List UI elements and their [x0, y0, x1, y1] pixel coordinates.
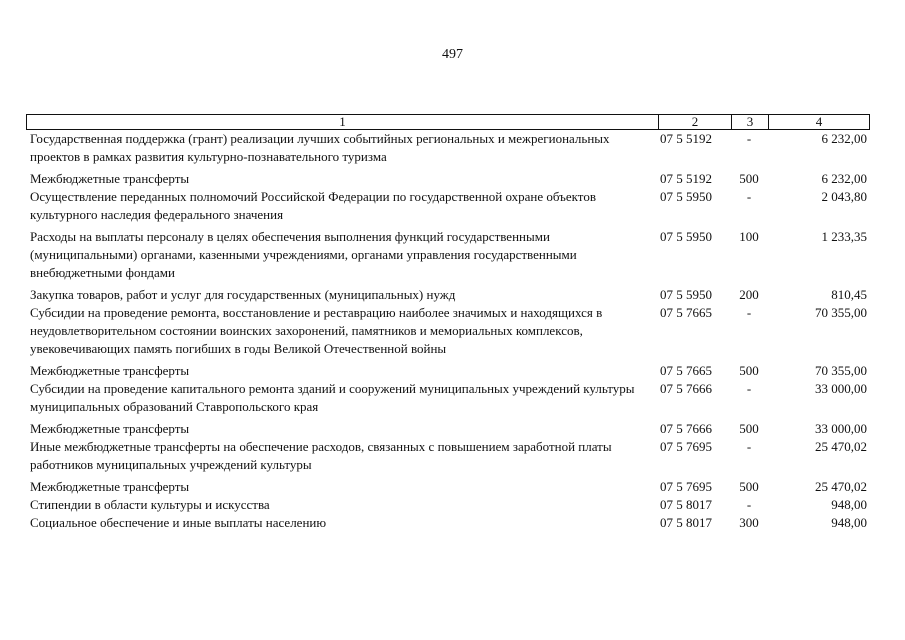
- row-code: 07 5 7666: [660, 421, 712, 436]
- row-sum: 1 233,35: [821, 229, 867, 244]
- row-code: 07 5 7665: [660, 363, 712, 378]
- row-sum: 948,00: [831, 497, 867, 512]
- row-name: Расходы на выплаты персоналу в целях обеспечения выполнения функций государственными (муниципальными) органами, казенными учреждениями, органами управления государственными внебюджетными фондами: [30, 229, 577, 280]
- row-sum: 33 000,00: [815, 381, 867, 396]
- row-sum: 25 470,02: [815, 439, 867, 454]
- row-name: Межбюджетные трансферты: [30, 479, 190, 494]
- row-type: 500: [739, 171, 759, 186]
- row-code: 07 5 7665: [660, 305, 712, 320]
- row-type: -: [746, 439, 752, 454]
- row-code: 07 5 8017: [660, 497, 712, 512]
- row-code: 07 5 7695: [660, 439, 712, 454]
- page-number: 497: [442, 47, 463, 62]
- row-name: Стипендии в области культуры и искусства: [30, 497, 270, 512]
- row-type: 500: [739, 363, 759, 378]
- table-row: [26, 228, 870, 282]
- table-header: [26, 114, 870, 130]
- row-name: Иные межбюджетные трансферты на обеспечение расходов, связанных с повышением заработной платы работников муниципальных учреждений культуры: [30, 439, 612, 472]
- row-sum: 70 355,00: [815, 305, 867, 320]
- table-row: [26, 514, 870, 532]
- row-code: 07 5 5950: [660, 229, 712, 244]
- row-name: Социальное обеспечение и иные выплаты населению: [30, 515, 327, 530]
- row-code: 07 5 5192: [660, 171, 712, 186]
- header-col-1: 1: [339, 114, 346, 129]
- row-type: -: [746, 497, 752, 512]
- row-type: 100: [739, 229, 759, 244]
- row-code: 07 5 5950: [660, 287, 712, 302]
- row-sum: 2 043,80: [821, 189, 867, 204]
- table-row: [26, 362, 870, 380]
- header-col-2: 2: [691, 114, 699, 129]
- row-name: Межбюджетные трансферты: [30, 363, 190, 378]
- row-name: Межбюджетные трансферты: [30, 421, 190, 436]
- header-col-4: 4: [815, 114, 823, 129]
- table-row: [26, 380, 870, 416]
- table-row: [26, 478, 870, 496]
- row-type: -: [746, 381, 752, 396]
- row-name: Закупка товаров, работ и услуг для государственных (муниципальных) нужд: [30, 287, 456, 302]
- row-name: Субсидии на проведение ремонта, восстановление и реставрацию наиболее значимых и находящихся в неудовлетворительном состоянии воинских захоронений, памятников и мемориальных комплексов, увековечивающих память погибших в годы Великой Отечественной войны: [30, 305, 603, 356]
- row-code: 07 5 7666: [660, 381, 712, 396]
- row-name: Межбюджетные трансферты: [30, 171, 190, 186]
- row-type: -: [746, 131, 752, 146]
- row-sum: 6 232,00: [821, 171, 867, 186]
- row-sum: 6 232,00: [821, 131, 867, 146]
- row-sum: 810,45: [831, 287, 867, 302]
- row-sum: 948,00: [831, 515, 867, 530]
- table-row: [26, 188, 870, 224]
- row-sum: 70 355,00: [815, 363, 867, 378]
- row-sum: 33 000,00: [815, 421, 867, 436]
- table-body: [26, 130, 870, 532]
- row-type: -: [746, 305, 752, 320]
- row-name: Осуществление переданных полномочий Российской Федерации по государственной охране объектов культурного наследия федерального значения: [30, 189, 596, 222]
- row-type: 500: [739, 421, 759, 436]
- row-type: 500: [739, 479, 759, 494]
- row-type: 300: [739, 515, 759, 530]
- row-code: 07 5 5950: [660, 189, 712, 204]
- row-name: Государственная поддержка (грант) реализации лучших событийных региональных и межрегиональных проектов в рамках развития культурно-познавательного туризма: [30, 131, 610, 164]
- header-col-3: 3: [746, 114, 754, 129]
- row-code: 07 5 5192: [660, 131, 712, 146]
- table-row: [26, 420, 870, 438]
- table-row: [26, 170, 870, 188]
- table-row: [26, 304, 870, 358]
- row-code: 07 5 7695: [660, 479, 712, 494]
- row-type: 200: [739, 287, 759, 302]
- table-row: [26, 286, 870, 304]
- table-row: [26, 438, 870, 474]
- row-code: 07 5 8017: [660, 515, 712, 530]
- row-type: -: [746, 189, 752, 204]
- table-row: [26, 496, 870, 514]
- table-row: [26, 130, 870, 166]
- row-name: Субсидии на проведение капитального ремонта зданий и сооружений муниципальных учреждений культуры муниципальных образований Ставропольского края: [30, 381, 635, 414]
- row-sum: 25 470,02: [815, 479, 867, 494]
